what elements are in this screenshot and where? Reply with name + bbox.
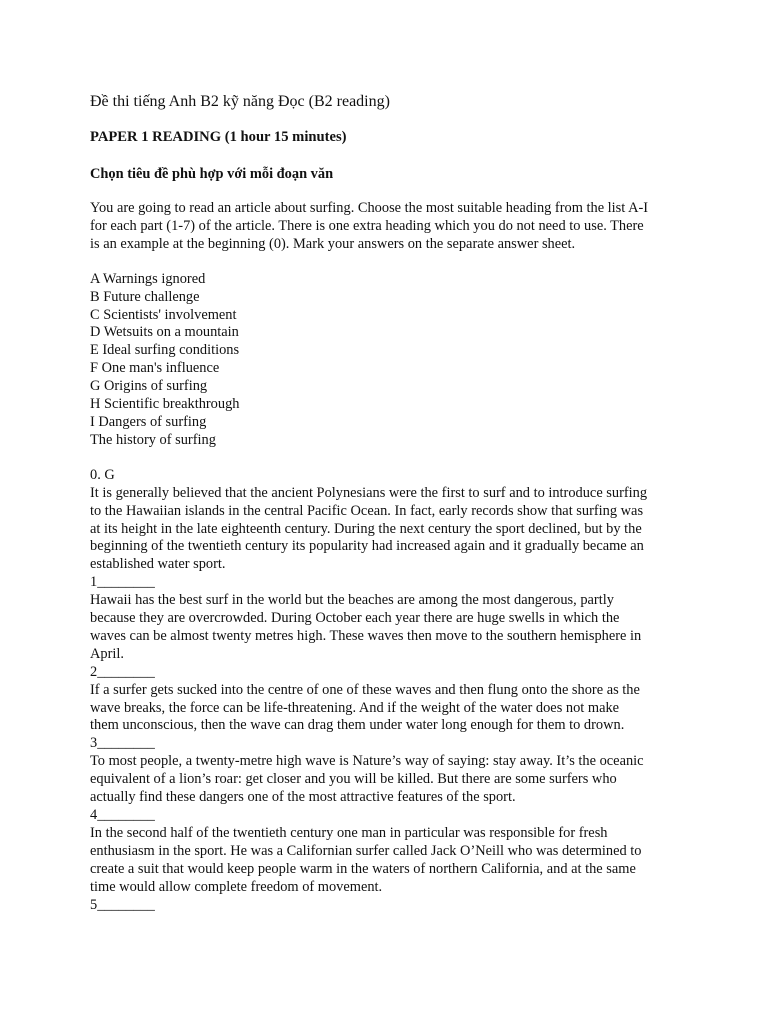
section-marker: 4________ bbox=[90, 807, 155, 823]
section-line: time would allow complete freedom of movement. bbox=[90, 878, 383, 895]
article-section-4 bbox=[90, 807, 690, 897]
article-section-2 bbox=[90, 664, 690, 736]
section-line: wave breaks, the force can be life-threatening. And if the weight of the water does not make bbox=[90, 699, 620, 716]
section-line: If a surfer gets sucked into the centre of one of these waves and then flung onto the shore as the bbox=[90, 681, 640, 698]
section-line: create a suit that would keep people warm in the waters of northern California, and at the same bbox=[90, 860, 636, 877]
intro-line: for each part (1-7) of the article. There is one extra heading which you do not need to use. There bbox=[90, 217, 644, 234]
heading-option: C Scientists' involvement bbox=[90, 306, 237, 323]
section-line: actually find these dangers one of the most attractive features of the sport. bbox=[90, 789, 516, 806]
intro-line: is an example at the beginning (0). Mark your answers on the separate answer sheet. bbox=[90, 235, 576, 252]
section-marker: 3________ bbox=[90, 735, 155, 752]
heading-option: H Scientific breakthrough bbox=[90, 396, 240, 413]
section-marker: 2________ bbox=[90, 663, 155, 680]
section-line: because they are overcrowded. During October each year there are huge swells in which the bbox=[90, 610, 620, 627]
heading-option: B Future challenge bbox=[90, 288, 200, 305]
section-line: Hawaii has the best surf in the world but the beaches are among the most dangerous, partly bbox=[90, 592, 614, 609]
heading-option: A Warnings ignored bbox=[90, 270, 206, 287]
section-line: waves can be almost twenty metres high. These waves then move to the southern hemisphere in bbox=[90, 627, 642, 644]
section-marker: 0. G bbox=[90, 466, 115, 483]
instruction-heading: Chọn tiêu đề phù hợp với mỗi đoạn văn bbox=[90, 166, 334, 182]
section-line: them unconscious, then the wave can drag them under water long enough for them to drown. bbox=[90, 717, 625, 734]
section-line: to the Hawaiian islands in the central Pacific Ocean. In fact, early records show that surfing was bbox=[90, 502, 644, 519]
article-section-0 bbox=[90, 467, 690, 574]
heading-options-list bbox=[90, 271, 690, 450]
document-page bbox=[90, 92, 690, 914]
heading-option: E Ideal surfing conditions bbox=[90, 342, 240, 359]
intro-paragraph bbox=[90, 200, 690, 254]
article-section-3 bbox=[90, 735, 690, 807]
intro-line: You are going to read an article about surfing. Choose the most suitable heading from the list A-I bbox=[90, 200, 649, 216]
article-section-5 bbox=[90, 897, 690, 915]
section-line: established water sport. bbox=[90, 556, 226, 573]
section-marker: 1________ bbox=[90, 574, 155, 591]
section-line: It is generally believed that the ancient Polynesians were the first to surf and to introduce surfing bbox=[90, 484, 648, 501]
section-line: To most people, a twenty-metre high wave is Nature’s way of saying: stay away. It’s the oceanic bbox=[90, 753, 644, 770]
heading-option: I Dangers of surfing bbox=[90, 413, 207, 430]
section-line: In the second half of the twentieth century one man in particular was responsible for fresh bbox=[90, 824, 608, 841]
section-marker: 5________ bbox=[90, 896, 155, 913]
paper-heading: PAPER 1 READING (1 hour 15 minutes) bbox=[90, 129, 347, 145]
section-line: equivalent of a lion’s roar: get closer and you will be killed. But there are some surfers who bbox=[90, 771, 617, 788]
heading-option: G Origins of surfing bbox=[90, 378, 208, 395]
section-line: beginning of the twentieth century its popularity had increased again and it gradually became an bbox=[90, 538, 644, 555]
heading-option: The history of surfing bbox=[90, 431, 216, 448]
heading-option: D Wetsuits on a mountain bbox=[90, 324, 239, 341]
article-section-1 bbox=[90, 574, 690, 664]
section-line: April. bbox=[90, 645, 124, 662]
section-line: at its height in the late eighteenth century. During the next century the sport declined, but by the bbox=[90, 520, 642, 537]
heading-option: F One man's influence bbox=[90, 360, 220, 377]
document-title: Đề thi tiếng Anh B2 kỹ năng Đọc (B2 reading) bbox=[90, 93, 390, 110]
section-line: enthusiasm in the sport. He was a Californian surfer called Jack O’Neill who was determined to bbox=[90, 842, 642, 859]
